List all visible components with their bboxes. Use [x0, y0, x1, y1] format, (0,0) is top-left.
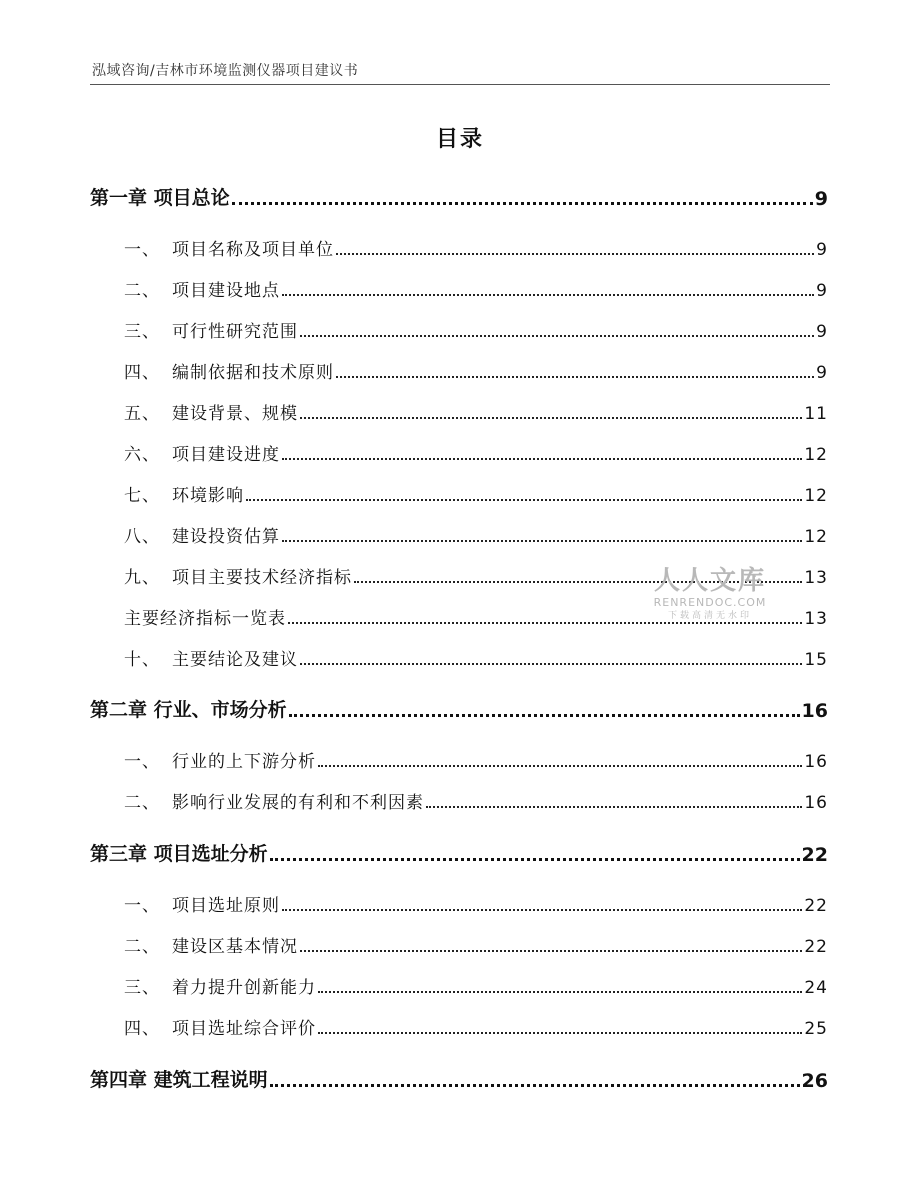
toc-section[interactable] — [0, 519, 920, 547]
toc-section[interactable] — [0, 232, 920, 260]
toc-section-number: 九、 — [124, 568, 160, 588]
toc-page-number: 16 — [804, 752, 828, 772]
toc-entry-label: 可行性研究范围 — [172, 322, 298, 342]
toc-entry-label: 建设区基本情况 — [172, 937, 298, 957]
toc-section[interactable] — [0, 437, 920, 465]
toc-leader-dots — [282, 909, 802, 911]
toc-page-number: 24 — [804, 978, 828, 998]
toc-section[interactable] — [0, 642, 920, 670]
toc-leader-dots — [426, 806, 802, 808]
toc-entry-label: 编制依据和技术原则 — [172, 363, 334, 383]
toc-page-number: 9 — [816, 363, 828, 383]
toc-section-number: 一、 — [124, 240, 160, 260]
toc-page-number: 22 — [804, 896, 828, 916]
toc-leader-dots — [246, 499, 802, 501]
toc-entry-label: 影响行业发展的有利和不利因素 — [172, 793, 424, 813]
toc-leader-dots — [318, 1032, 802, 1034]
toc-section[interactable] — [0, 273, 920, 301]
toc-section-number: 三、 — [124, 322, 160, 342]
toc-page-number: 16 — [801, 700, 828, 722]
toc-page-number: 9 — [816, 281, 828, 301]
toc-section[interactable] — [0, 396, 920, 424]
toc-page-number: 26 — [801, 1070, 828, 1092]
toc-entry-label: 主要经济指标一览表 — [124, 609, 286, 629]
toc-section-number: 二、 — [124, 281, 160, 301]
toc-page-number: 9 — [814, 188, 828, 210]
toc-section-number: 二、 — [124, 793, 160, 813]
toc-page-number: 13 — [804, 609, 828, 629]
toc-leader-dots — [318, 991, 802, 993]
toc-page-number: 22 — [804, 937, 828, 957]
watermark-logo-text: 人人文库 — [653, 566, 766, 596]
toc-page-number: 9 — [816, 240, 828, 260]
toc-leader-dots — [282, 458, 802, 460]
toc-entry-label: 项目建设进度 — [172, 445, 280, 465]
toc-section-number: 四、 — [124, 363, 160, 383]
toc-leader-dots — [336, 253, 814, 255]
toc-leader-dots — [300, 417, 802, 419]
toc-section[interactable] — [0, 970, 920, 998]
toc-section-number: 三、 — [124, 978, 160, 998]
toc-entry-label: 第一章 项目总论 — [90, 187, 230, 209]
toc-leader-dots — [289, 714, 800, 717]
toc-entry-label: 建设背景、规模 — [172, 404, 298, 424]
toc-section[interactable] — [0, 355, 920, 383]
toc-section[interactable] — [0, 785, 920, 813]
toc-section-number: 一、 — [124, 896, 160, 916]
toc-leader-dots — [282, 294, 814, 296]
toc-subentry[interactable] — [0, 601, 920, 629]
toc-leader-dots — [318, 765, 802, 767]
toc-section[interactable] — [0, 314, 920, 342]
toc-chapter-4[interactable] — [0, 1062, 920, 1092]
toc-leader-dots — [270, 1084, 800, 1087]
toc-section-number: 五、 — [124, 404, 160, 424]
toc-section-number: 六、 — [124, 445, 160, 465]
toc-page-number: 15 — [804, 650, 828, 670]
toc-section-number: 十、 — [124, 650, 160, 670]
toc-entry-label: 第三章 项目选址分析 — [90, 843, 268, 865]
toc-page-number: 9 — [816, 322, 828, 342]
watermark-url: RENRENDOC.COM — [653, 596, 767, 609]
toc-page-number: 12 — [804, 486, 828, 506]
watermark-tagline: 下载高清无水印 — [667, 611, 752, 621]
toc-leader-dots — [336, 376, 814, 378]
toc-section[interactable] — [0, 1011, 920, 1039]
toc-section[interactable] — [0, 744, 920, 772]
toc-page-number: 16 — [804, 793, 828, 813]
toc-page-number: 11 — [804, 404, 828, 424]
toc-entry-label: 行业的上下游分析 — [172, 752, 316, 772]
toc-entry-label: 项目建设地点 — [172, 281, 280, 301]
toc-page-number: 12 — [804, 527, 828, 547]
toc-chapter-2[interactable] — [0, 692, 920, 722]
toc-entry-label: 第二章 行业、市场分析 — [90, 699, 287, 721]
header-divider — [90, 84, 830, 85]
toc-entry-label: 着力提升创新能力 — [172, 978, 316, 998]
toc-section-number: 八、 — [124, 527, 160, 547]
toc-page-number: 13 — [804, 568, 828, 588]
toc-section[interactable] — [0, 560, 920, 588]
toc-chapter-1[interactable] — [0, 180, 920, 210]
toc-entry-label: 第四章 建筑工程说明 — [90, 1069, 268, 1091]
toc-leader-dots — [232, 202, 813, 205]
toc-section-number: 七、 — [124, 486, 160, 506]
toc-entry-label: 建设投资估算 — [172, 527, 280, 547]
toc-page-number: 25 — [804, 1019, 828, 1039]
toc-section[interactable] — [0, 478, 920, 506]
toc-entry-label: 项目选址原则 — [172, 896, 280, 916]
toc-section[interactable] — [0, 929, 920, 957]
toc-section-number: 一、 — [124, 752, 160, 772]
toc-leader-dots — [288, 622, 802, 624]
toc-chapter-3[interactable] — [0, 836, 920, 866]
toc-entry-label: 主要结论及建议 — [172, 650, 298, 670]
toc-leader-dots — [282, 540, 802, 542]
toc-entry-label: 环境影响 — [172, 486, 244, 506]
watermark — [645, 566, 775, 622]
toc-page-number: 12 — [804, 445, 828, 465]
toc-section-number: 四、 — [124, 1019, 160, 1039]
toc-leader-dots — [300, 335, 814, 337]
toc-page-number: 22 — [801, 844, 828, 866]
toc-leader-dots — [300, 663, 802, 665]
page-header: 泓域咨询/吉林市环境监测仪器项目建议书 — [92, 63, 359, 79]
toc-entry-label: 项目名称及项目单位 — [172, 240, 334, 260]
toc-entry-label: 项目选址综合评价 — [172, 1019, 316, 1039]
toc-title: 目录 — [435, 127, 484, 152]
toc-section-number: 二、 — [124, 937, 160, 957]
toc-section[interactable] — [0, 888, 920, 916]
toc-leader-dots — [270, 858, 800, 861]
toc-leader-dots — [300, 950, 802, 952]
toc-entry-label: 项目主要技术经济指标 — [172, 568, 352, 588]
